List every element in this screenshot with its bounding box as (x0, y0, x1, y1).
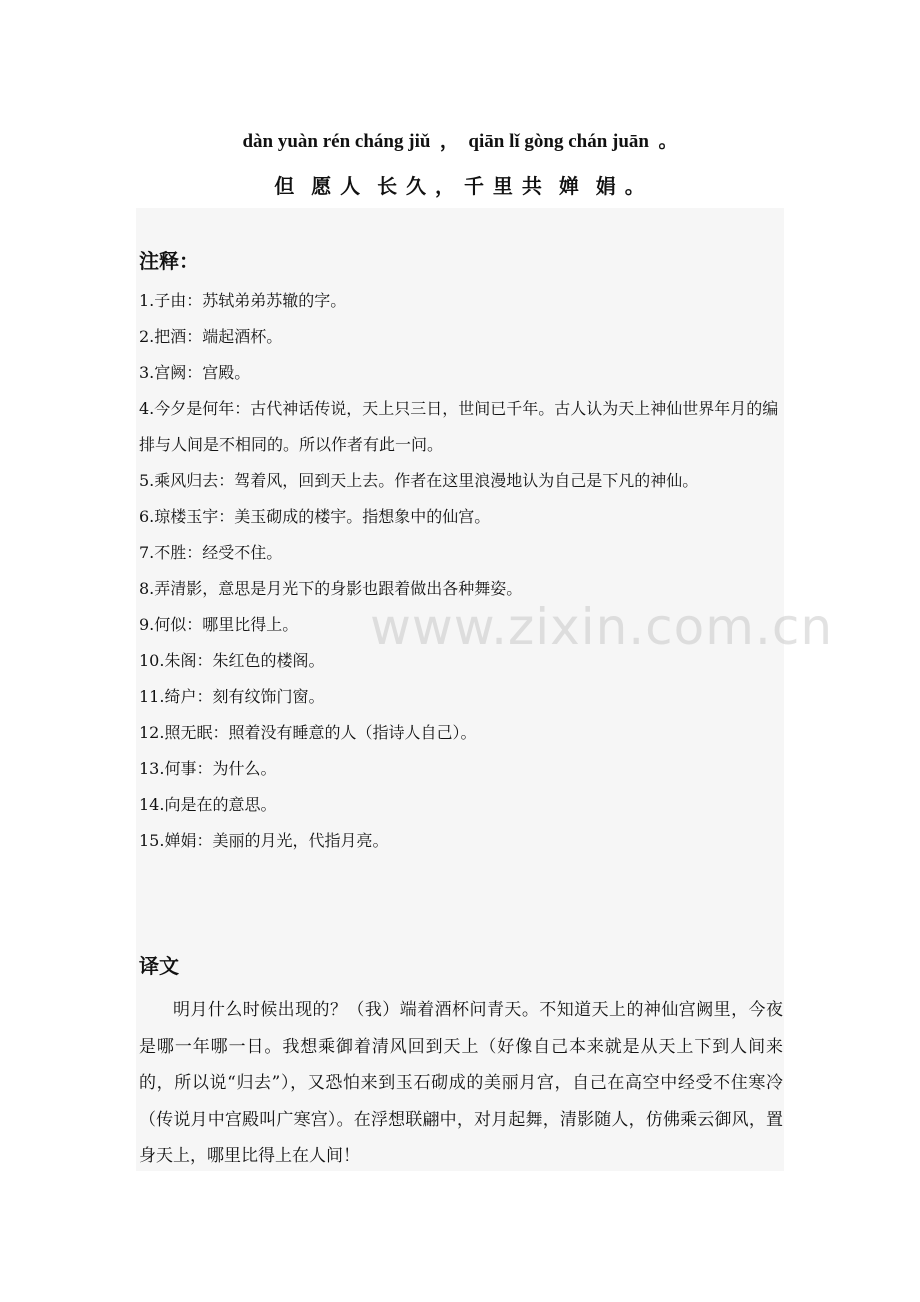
translation-heading: 译文 (139, 954, 179, 978)
note-item: 5.乘风归去：驾着风，回到天上去。作者在这里浪漫地认为自己是下凡的神仙。 (139, 471, 699, 490)
watermark: www.zixin.com.cn (370, 598, 834, 656)
notes-list (139, 283, 784, 859)
note-item: 14.向是在的意思。 (139, 795, 277, 814)
note-item: 2.把酒：端起酒杯。 (139, 327, 283, 346)
note-item: 4.今夕是何年：古代神话传说，天上只三日，世间已千年。古人认为天上神仙世界年月的编排与人间是不相同的。所以作者有此一问。 (139, 399, 779, 454)
note-item: 13.何事：为什么。 (139, 759, 277, 778)
notes-heading: 注释： (139, 249, 199, 273)
verse-line: 但 愿 人 长 久 ， 千 里 共 婵 娟 。 (274, 174, 646, 198)
note-item: 3.宫阙：宫殿。 (139, 363, 251, 382)
note-item: 1.子由：苏轼弟弟苏辙的字。 (139, 291, 347, 310)
note-item: 10.朱阁：朱红色的楼阁。 (139, 651, 325, 670)
pinyin-line: dàn yuàn rén cháng jiǔ ， qiān lǐ gòng chán juān 。 (242, 131, 678, 152)
note-item: 15.婵娟：美丽的月光，代指月亮。 (139, 831, 389, 850)
note-item: 7.不胜：经受不住。 (139, 543, 283, 562)
note-item: 12.照无眠：照着没有睡意的人（指诗人自己）。 (139, 723, 477, 742)
note-item: 8.弄清影，意思是月光下的身影也跟着做出各种舞姿。 (139, 579, 523, 598)
note-item: 11.绮户：刻有纹饰门窗。 (139, 687, 325, 706)
note-item: 9.何似：哪里比得上。 (139, 615, 299, 634)
note-item: 6.琼楼玉宇：美玉砌成的楼宇。指想象中的仙宫。 (139, 507, 491, 526)
translation-paragraph: 明月什么时候出现的？（我）端着酒杯问青天。不知道天上的神仙宫阙里，今夜是哪一年哪一日。我想乘御着清风回到天上（好像自己本来就是从天上下到人间来的，所以说“归去”），又恐怕来到玉石砌成的美丽月宫，自己在高空中经受不住寒冷（传说月中宫殿叫广寒宫）。在浮想联翩中，对月起舞，清影随人，仿佛乘云御风，置身天上，哪里比得上在人间！ (139, 1000, 783, 1166)
